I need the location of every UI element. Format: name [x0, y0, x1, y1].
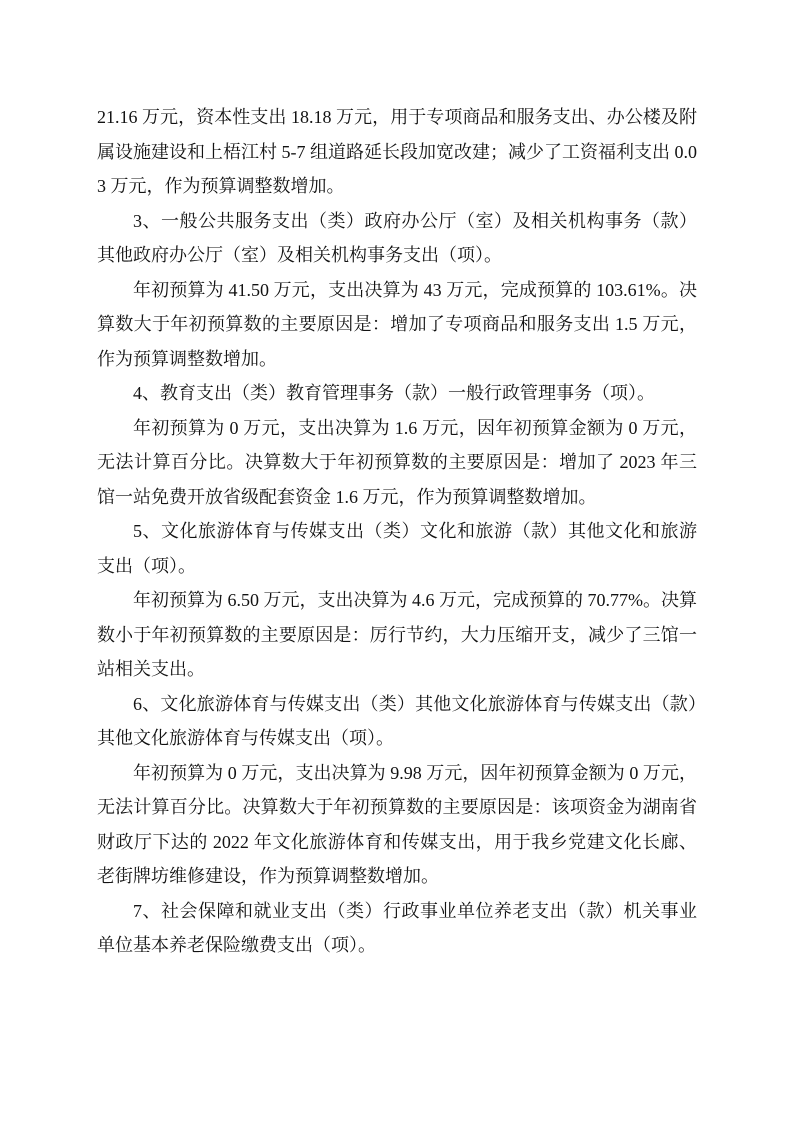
paragraph-heading-item-7: 7、社会保障和就业支出（类）行政事业单位养老支出（款）机关事业单位基本养老保险缴费支出（项）。 [97, 900, 697, 955]
paragraph-continuation: 21.16 万元，资本性支出 18.18 万元，用于专项商品和服务支出、办公楼及附属设施建设和上梧江村 5-7 组道路延长段加宽改建；减少了工资福利支出 0.03 万元，作为预算调整数增加。 [97, 107, 697, 196]
paragraph-detail-item-5: 年初预算为 6.50 万元，支出决算为 4.6 万元，完成预算的 70.77%。决算数小于年初预算数的主要原因是：厉行节约，大力压缩开支，减少了三馆一站相关支出。 [97, 590, 697, 679]
paragraph-detail-item-3: 年初预算为 41.50 万元，支出决算为 43 万元，完成预算的 103.61%。决算数大于年初预算数的主要原因是：增加了专项商品和服务支出 1.5 万元，作为预算调整数增加。 [97, 279, 697, 369]
paragraph-detail-item-6: 年初预算为 0 万元，支出决算为 9.98 万元，因年初预算金额为 0 万元，无法计算百分比。决算数大于年初预算数的主要原因是：该项资金为湖南省财政厅下达的 2022 年文化旅游体育和传媒支出，用于我乡党建文化长廊、老街牌坊维修建设，作为预算调整数增加。 [97, 762, 697, 886]
paragraph-detail-item-4: 年初预算为 0 万元，支出决算为 1.6 万元，因年初预算金额为 0 万元，无法计算百分比。决算数大于年初预算数的主要原因是：增加了 2023 年三馆一站免费开放省级配套资金 1.6 万元，作为预算调整数增加。 [97, 417, 697, 507]
paragraph-heading-item-3: 3、一般公共服务支出（类）政府办公厅（室）及相关机构事务（款）其他政府办公厅（室）及相关机构事务支出（项）。 [97, 210, 697, 265]
paragraph-heading-item-4: 4、教育支出（类）教育管理事务（款）一般行政管理事务（项）。 [133, 383, 655, 403]
paragraph-heading-item-6: 6、文化旅游体育与传媒支出（类）其他文化旅游体育与传媒支出（款）其他文化旅游体育与传媒支出（项）。 [97, 693, 697, 748]
paragraph-heading-item-5: 5、文化旅游体育与传媒支出（类）文化和旅游（款）其他文化和旅游支出（项）。 [97, 521, 697, 576]
